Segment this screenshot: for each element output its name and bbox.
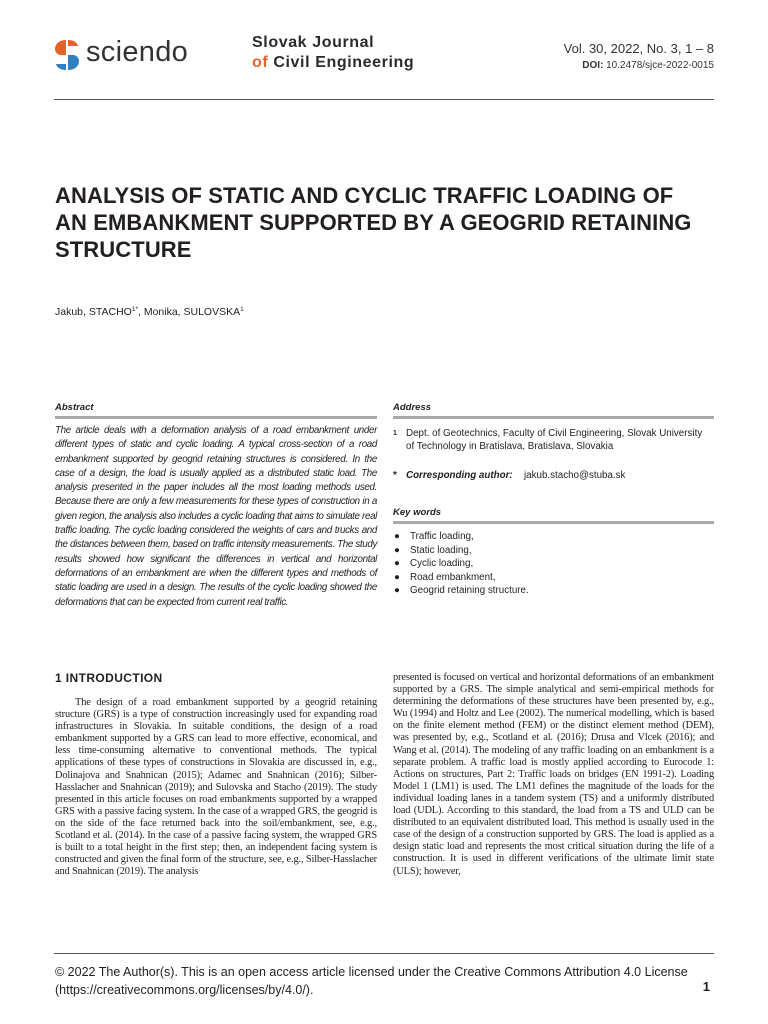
abstract-divider (55, 416, 377, 419)
keyword-item (393, 557, 714, 571)
author-list (55, 306, 244, 318)
keyword-item (393, 584, 714, 598)
journal-name (252, 33, 414, 73)
page-number: 1 (702, 979, 710, 994)
author-1: Jakub, STACHO (55, 306, 132, 318)
doi-line (564, 57, 714, 74)
address-heading: Address (393, 402, 432, 413)
bullet-icon: ● (394, 544, 400, 556)
keyword-text: Traffic loading, (410, 531, 474, 542)
doi-label: DOI: (582, 60, 604, 71)
bullet-icon: ● (394, 571, 400, 583)
header-divider (54, 99, 714, 100)
keyword-text: Road embankment, (410, 571, 496, 583)
corresponding-star: * (393, 470, 397, 481)
abstract-text: The article deals with a deformation analysis of a road embankment under different types of static and cyclic loading. A typical cross-section of a road embankment supported by geogrid retaining structures is considered. In the case of a design, the load is usually applied as a distributed static load. The analysis presented in the paper includes all the most loading methods used. Because there are only a few measurements for these types of construction in a given region, the analysis also includes a cyclic loading that aims to simulate real traffic loading. The cyclic loading considered the weights of cars and trucks and the distances between them, based on traffic intensity measurements. The study results showed how significant the differences in vertical and horizontal deformations of an embankment are when the different types and methods of static loading are used in a design. The results of the cyclic loading showed the deformations that can be expected from current real traffic. (55, 425, 377, 608)
journal-line2-text: Civil Engineering (273, 54, 415, 71)
publisher-logo (54, 38, 224, 72)
publisher-name: sciendo (86, 36, 189, 68)
sciendo-logo-icon (54, 38, 80, 72)
affiliation-text: Dept. of Geotechnics, Faculty of Civil Engineering, Slovak University of Technology in Bratislava, Bratislava, Slovakia (406, 428, 703, 452)
keywords-divider (393, 521, 714, 524)
volume-info (564, 40, 714, 74)
author-2: Monika, SULOVSKA (143, 306, 241, 318)
bullet-icon: ● (394, 585, 400, 596)
abstract-heading: Abstract (55, 402, 94, 413)
author-2-affiliation: 1 (240, 306, 244, 313)
affiliation-number: 1 (393, 430, 397, 437)
volume-text: Vol. 30, 2022, No. 3, 1 – 8 (563, 41, 714, 56)
author-separator: , (137, 306, 144, 318)
keyword-text: Geogrid retaining structure. (410, 585, 529, 596)
keyword-text: Static loading, (410, 544, 472, 556)
keyword-item (393, 530, 714, 544)
author-1-affiliation: 1* (131, 306, 138, 313)
corresponding-email[interactable]: jakub.stacho@stuba.sk (524, 470, 626, 481)
license-notice: © 2022 The Author(s). This is an open access article licensed under the Creative Commons Attribution 4.0 License (https://creativecommons.org/licenses/by/4.0/). (55, 965, 688, 997)
section-heading-introduction: 1 INTRODUCTION (55, 671, 163, 685)
article-title: ANALYSIS OF STATIC AND CYCLIC TRAFFIC LOADING OF AN EMBANKMENT SUPPORTED BY A GEOGRID RETAINING STRUCTURE (55, 183, 692, 262)
journal-line1: Slovak Journal (252, 34, 375, 51)
body-text-right-column: presented is focused on vertical and horizontal deformations of an embankment supported by a GRS. The simple analytical and semi-empirical methods for determining the deformations of these structures have been presented by, e.g., Wu (1994) and Holtz and Lee (2002). The numerical modelling, which is based on the finite element method (FEM) or the distinct element method (DEM), was presented by, e.g., Scotland et al. (2016); Drusa and Vlcek (2016); and Wang et al. (2014). The modeling of any traffic loading on an embankment is a separate problem. A traffic load is mostly applied according to Eurocode 1: Actions on structures, Part 2: Traffic loads on bridges (EN 1991-2). Loading Model 1 (LM1) is used. The LM1 defines the magnitude of the loads for the individual loading lanes in a tandem system (TS) and a uniformly distributed load (UDL). According to this standard, the load from a TS and ULD can be distributed to an equivalent distributed load. This method is usually used in the case of the design of a construction supported by GRS. The load is applied as a design static load and represents the most critical situation during the life of a construction. It is used in different verifications of the ultimate limit state (ULS); however, (393, 672, 714, 877)
bullet-icon: ● (394, 531, 400, 542)
keyword-item (393, 571, 714, 585)
journal-of: of (252, 54, 269, 71)
keyword-list (393, 530, 714, 598)
corresponding-label: Corresponding author: (406, 470, 513, 481)
body-text-left-column: The design of a road embankment supported by a geogrid retaining structure (GRS) is a type of construction increasingly used for expanding road infrastructures in Slovakia. In suitable conditions, the design of a road embankment supported by a GRS can lead to more effective, economical, and less time-consuming alternative to conventional methods. The typical applications of these types of constructions in Slovakia are discussed in, e.g., Dolinajova and Snahnican (2015); Adamec and Snahnican (2016); Silber-Hasslacher and Snahnican (2019); and Sulovska and Stacho (2019). The study presented in this article focuses on road embankments supported by a wrapped GRS with a passive facing system. In the case of a wrapped GRS, the geogrid is on the side of the face returned back into the soil/embankment, see, e.g., Scotland et al. (2014). In the case of a passive facing system, the wrapped GRS is built to a total height in the first step; then, an independent facing system is constructed and given the final form of the structure, see, e.g., Silber-Hasslacher and Snahnican (2019). The analysis (55, 697, 377, 878)
footer-divider (54, 953, 714, 954)
keywords-heading: Key words (393, 507, 442, 518)
keyword-item (393, 544, 714, 558)
doi-link[interactable]: 10.2478/sjce-2022-0015 (606, 60, 714, 71)
journal-line2 (252, 53, 414, 73)
keyword-text: Cyclic loading, (410, 558, 474, 569)
bullet-icon: ● (394, 558, 400, 569)
address-divider (393, 416, 714, 419)
